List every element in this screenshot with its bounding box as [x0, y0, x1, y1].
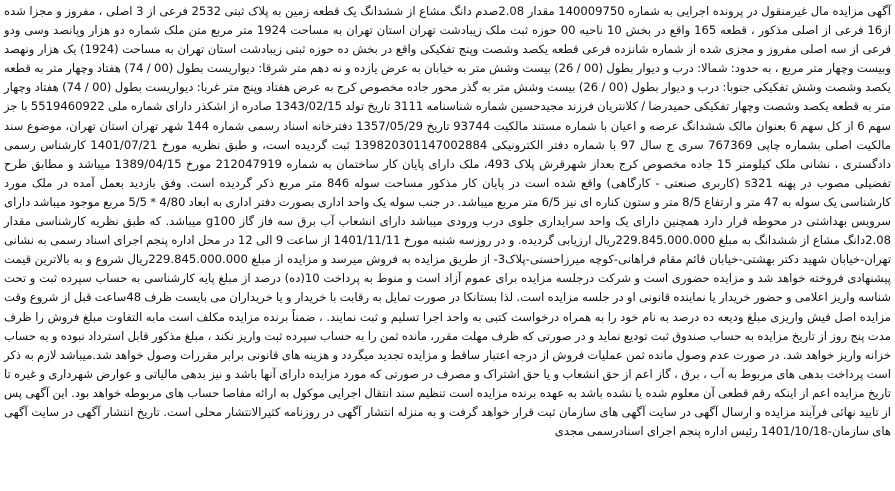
auction-notice-text: آگهی مزایده مال غیرمنقول در پرونده اجرایی به شماره 140009750 مقدار 2.08صدم دانگ مشاع از ششدانگ یک قطعه زمین به پلاک ثبتی 2532 فرعی از 3 اصلی ، مفروز و مجزا شده از16 فرعی از اصلی مذکور ، قطعه 165 واقع در بخش 10 ناحیه 00 حوزه ثبت ملک زیبادشت تهران استان تهران به مساحت 1924 متر مربع متن ملک شماره دو هزار وپانصد وسی ودو فرعی از سه اصلی مفروز و مجزی شده از شماره شانزده فرعی قطعه یکصد وشصت وپنج تفکیکی واقع در بخش ده حوزه ثبتی زیبادشت استان تهران به مساحت (1924) یک هزار ونهصد وبیست وچهار متر مربع ، به حدود: شمالا: درب و دیوار بطول (00 / 26) بیست وشش متر به خیابان به عرض یازده و نه دهم متر شرقا: دیواریست بطول (00 / 74) هفتاد وچهار متر به قطعه یکصد وشصت وشش تفکیکی جنوبا: درب و دیوار بطول (00 / 26) بیست وشش متر به گذر محور جاده مخصوص کرج به عرض هفتاد وپنج متر غربا: دیواریست بطول (00 / 74) هفتاد وچهار متر به قطعه یکصد وشصت وچهار تفکیکی حمیدرضا / کلانتریان فرزند مجیدحسین شماره شناسنامه 3111 تاریخ تولد 1343/02/15 صادره از اشکذر دارای شماره ملی 5519460922 با جز سهم 6 از کل سهم 6 بعنوان مالک ششدانگ عرصه و اعیان با شماره مستند مالکیت 93744 تاریخ 1357/05/29 دفترخانه اسناد رسمی شماره 144 شهر تهران استان تهران، موضوع سند مالکیت اصلی بشماره چاپی 767369 سری ج سال 97 با شماره دفتر الکترونیکی 139820301147002884 ثبت گردیده است، و طبق نظریه مورخ 1401/07/21 کارشناس رسمی دادگستری ، نشانی ملک کیلومتر 15 جاده مخصوص کرج بعداز شهرقرش پلاک 493، ملک دارای پایان کار ساختمان به شماره 212047919 مورخ 1389/04/15 میباشد و مطابق طرح تفضیلی مصوب در پهنه s321 (کاربری صنعتی - کارگاهی) واقع شده است در پایان کار مذکور مساحت سوله 846 متر مربع ذکر گردیده است. وفق بازدید بعمل آمده در ملک مورد کارشناسی یک سوله به 47 متر و ارتفاع 8/5 متر و ستون کناره ای نیز 6/5 متر مربع میباشد. در جنب سوله یک واحد اداری بصورت دفتر اداری به ابعاد 4/80 * 5/5 مربع موجود میباشد دارای سرویس بهداشتی در محوطه قرار دارد همچنین دارای یک واحد سرایداری جلوی درب ورودی میباشد دارای انشعاب آب برق سه فاز گاز g100 میباشد. که طبق نظریه کارشناسی مقدار 2.08دانگ مشاع از ششدانگ به مبلغ 229.845.000.000ریال ارزیابی گردیده. و در روزسه شنبه مورخ 1401/11/11 از ساعت 9 الی 12 در محل اداره پنجم اجرای اسناد رسمی به نشانی تهران-خیابان شهید دکتر بهشتی-خیابان قائم مقام فراهانی-کوچه میرزاحسنی-پلاک3- از طریق مزایده به فروش میرسد و مزایده از مبلغ 229.845.000.000ریال شروع و به بالاترین قیمت پیشنهادی فروخته خواهد شد و مزایده حضوری است و شرکت درجلسه مزایده برای عموم آزاد است و منوط به پرداخت 10(ده) درصد از مبلغ پایه کارشناسی به حساب سپرده ثبت و تحت شناسه واریز اعلامی و حضور خریدار یا نماینده قانونی او در جلسه مزایده است. لذا بستانکا در صورت تمایل به رقابت با خریدار و یا خریداران می بایست ظرف 48ساعت قبل از شروع وقت مزایده اصل فیش واریزی مبلغ ودیعه ده درصد به نام خود را به همراه درخواست کتبی به واحد اجرا تسلیم و ثبت نمایند. ، ضمناً برنده مزایده مکلف است مابه التفاوت مبلغ فروش را ظرف مدت پنج روز از تاریخ مزایده به حساب صندوق ثبت تودیع نماید و در صورتی که ظرف مهلت مقرر، مانده ثمن را به حساب سپرده ثبت واریز نکند ، مبلغ مذکور قابل استرداد نبوده و به حساب خزانه واریز خواهد شد. در صورت عدم وصول مانده ثمن عملیات فروش از درجه اعتبار ساقط و مزایده تجدید میگردد و هزینه های قانونی برابر مقررات وصول خواهد شد.میباشد لازم به ذکر است پرداخت بدهی های مربوط به آب ، برق ، گاز اعم از حق انشعاب و یا حق اشتراک و مصرف در صورتی که مورد مزایده دارای آنها باشد و نیز بدهی مالیاتی و عوارض شهرداری و غیره تا تاریخ مزایده اعم از اینکه رقم قطعی آن معلوم شده یا نشده باشد به عهده برنده مزایده است تنظیم سند انتقال اجرایی موکول به ارائه مفاصا حساب های مربوطه خواهد بود. این آگهی پس از تایید نهائی فرآیند مزایده و ارسال آگهی در سایت آگهی های سازمان ثبت قرار خواهد گرفت و به منزله انتشار آگهی در روزنامه کثیرالانتشار محلی است. تاریخ انتشار آگهی در سایت آگهی های سازمان-1401/10/18 رئیس اداره پنجم اجرای اسنادرسمی مجدی: [4, 4, 892, 439]
